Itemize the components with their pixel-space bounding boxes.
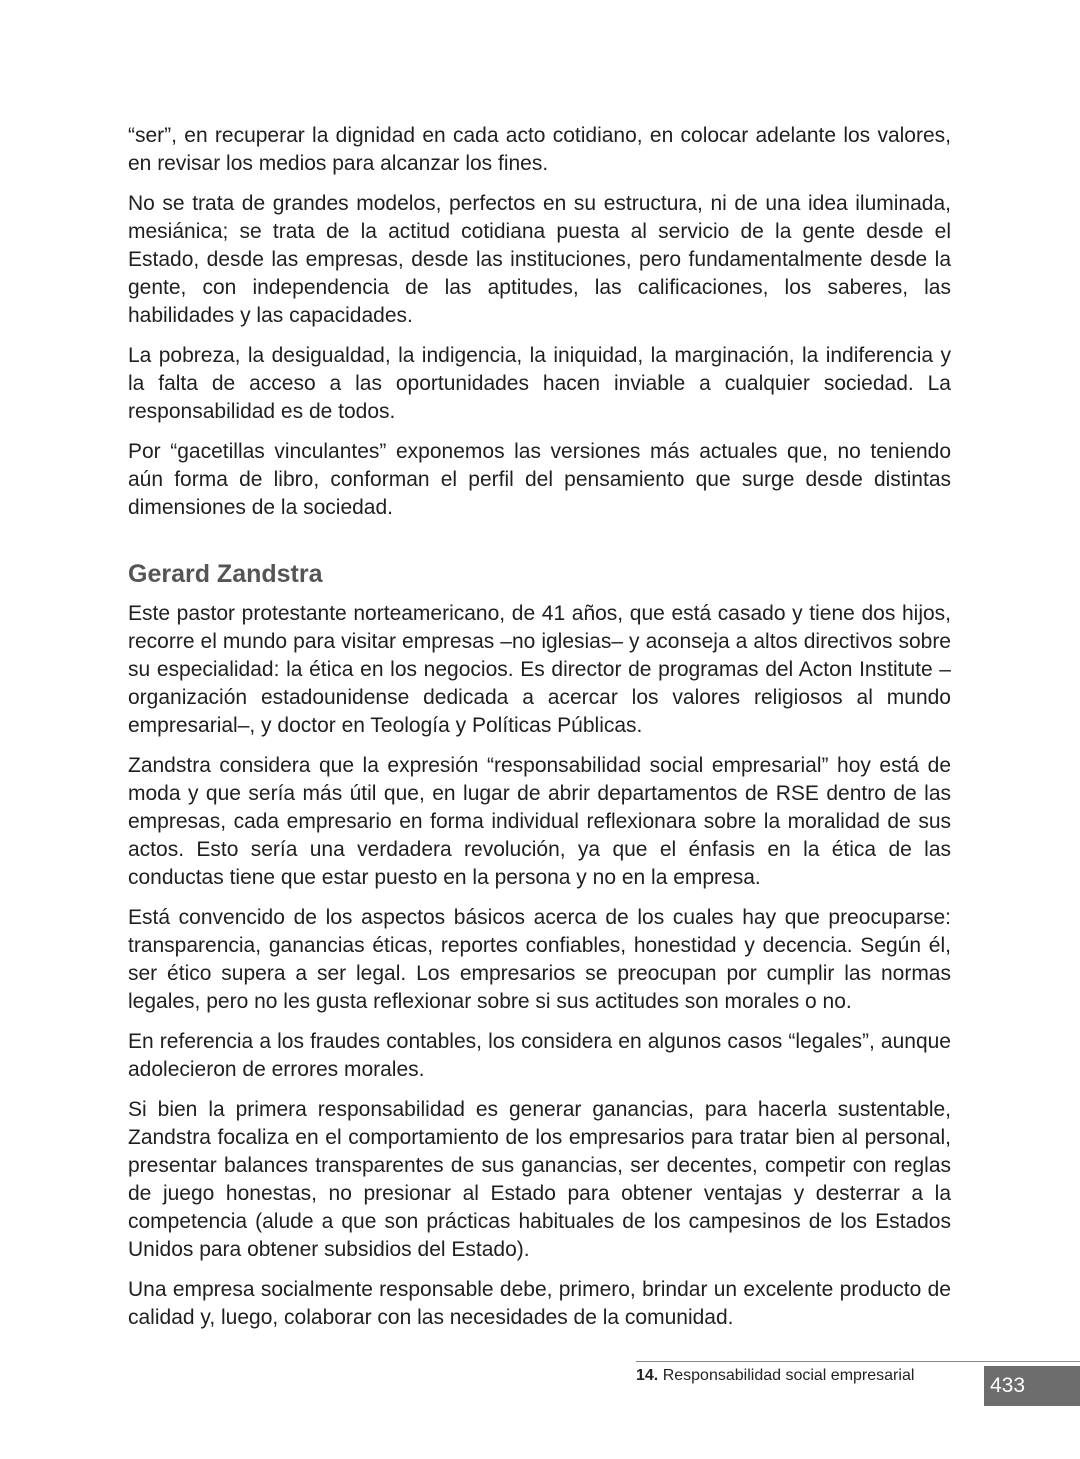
body-paragraph: En referencia a los fraudes contables, los considera en algunos casos “legales”, aunque adolecieron de errores morales. bbox=[128, 1030, 951, 1081]
body-paragraph: Zandstra considera que la expresión “responsabilidad social empresarial” hoy está de moda y que sería más útil que, en lugar de abrir departamentos de RSE dentro de las empresas, cada empresario en forma individual reflexionara sobre la moralidad de sus actos. Esto sería una verdadera revolución, ya que el énfasis en la ética de las conductas tiene que estar puesto en la persona y no en la empresa. bbox=[128, 754, 951, 889]
body-paragraph: No se trata de grandes modelos, perfectos en su estructura, ni de una idea iluminada, mesiánica; se trata de la actitud cotidiana puesta al servicio de la gente desde el Estado, desde las empresas, desde las instituciones, pero fundamentalmente desde la gente, con independencia de las aptitudes, las calificaciones, los saberes, las habilidades y las capacidades. bbox=[128, 192, 951, 327]
body-paragraph: “ser”, en recuperar la dignidad en cada acto cotidiano, en colocar adelante los valores, en revisar los medios para alcanzar los fines. bbox=[128, 124, 951, 175]
footer-rule bbox=[636, 1361, 1080, 1362]
page-number: 433 bbox=[984, 1366, 1080, 1406]
body-paragraph: Está convencido de los aspectos básicos acerca de los cuales hay que preocuparse: transparencia, ganancias éticas, reportes confiables, honestidad y decencia. Según él, ser ético supera a ser legal. Los empresarios se preocupan por cumplir las normas legales, pero no les gusta reflexionar sobre si sus actitudes son morales o no. bbox=[128, 906, 951, 1013]
body-paragraph: Este pastor protestante norteamericano, de 41 años, que está casado y tiene dos hijos, recorre el mundo para visitar empresas –no iglesias– y aconseja a altos directivos sobre su especialidad: la ética en los negocios. Es director de programas del Acton Institute –organización estadounidense dedicada a acercar los valores religiosos al mundo empresarial–, y doctor en Teología y Políticas Públicas. bbox=[128, 602, 951, 737]
chapter-number: 14. bbox=[636, 1367, 659, 1384]
body-paragraph: Una empresa socialmente responsable debe, primero, brindar un excelente producto de calidad y, luego, colaborar con las necesidades de la comunidad. bbox=[128, 1278, 951, 1329]
body-paragraph: Si bien la primera responsabilidad es generar ganancias, para hacerla sustentable, Zandstra focaliza en el comportamiento de los empresarios para tratar bien al personal, presentar balances transparentes de sus ganancias, ser decentes, competir con reglas de juego honestas, no presionar al Estado para obtener ventajas y desterrar a la competencia (alude a que son prácticas habituales de los campesinos de los Estados Unidos para obtener subsidios del Estado). bbox=[128, 1098, 951, 1261]
chapter-title: Responsabilidad social empresarial bbox=[662, 1367, 915, 1384]
running-footer bbox=[636, 1366, 948, 1386]
body-paragraph: La pobreza, la desigualdad, la indigencia, la iniquidad, la marginación, la indiferencia y la falta de acceso a las oportunidades hacen inviable a cualquier sociedad. La responsabilidad es de todos. bbox=[128, 344, 951, 423]
body-paragraph: Por “gacetillas vinculantes” exponemos las versiones más actuales que, no teniendo aún forma de libro, conforman el perfil del pensamiento que surge desde distintas dimensiones de la sociedad. bbox=[128, 440, 951, 519]
section-heading: Gerard Zandstra bbox=[128, 560, 323, 588]
page-body bbox=[128, 122, 951, 1344]
